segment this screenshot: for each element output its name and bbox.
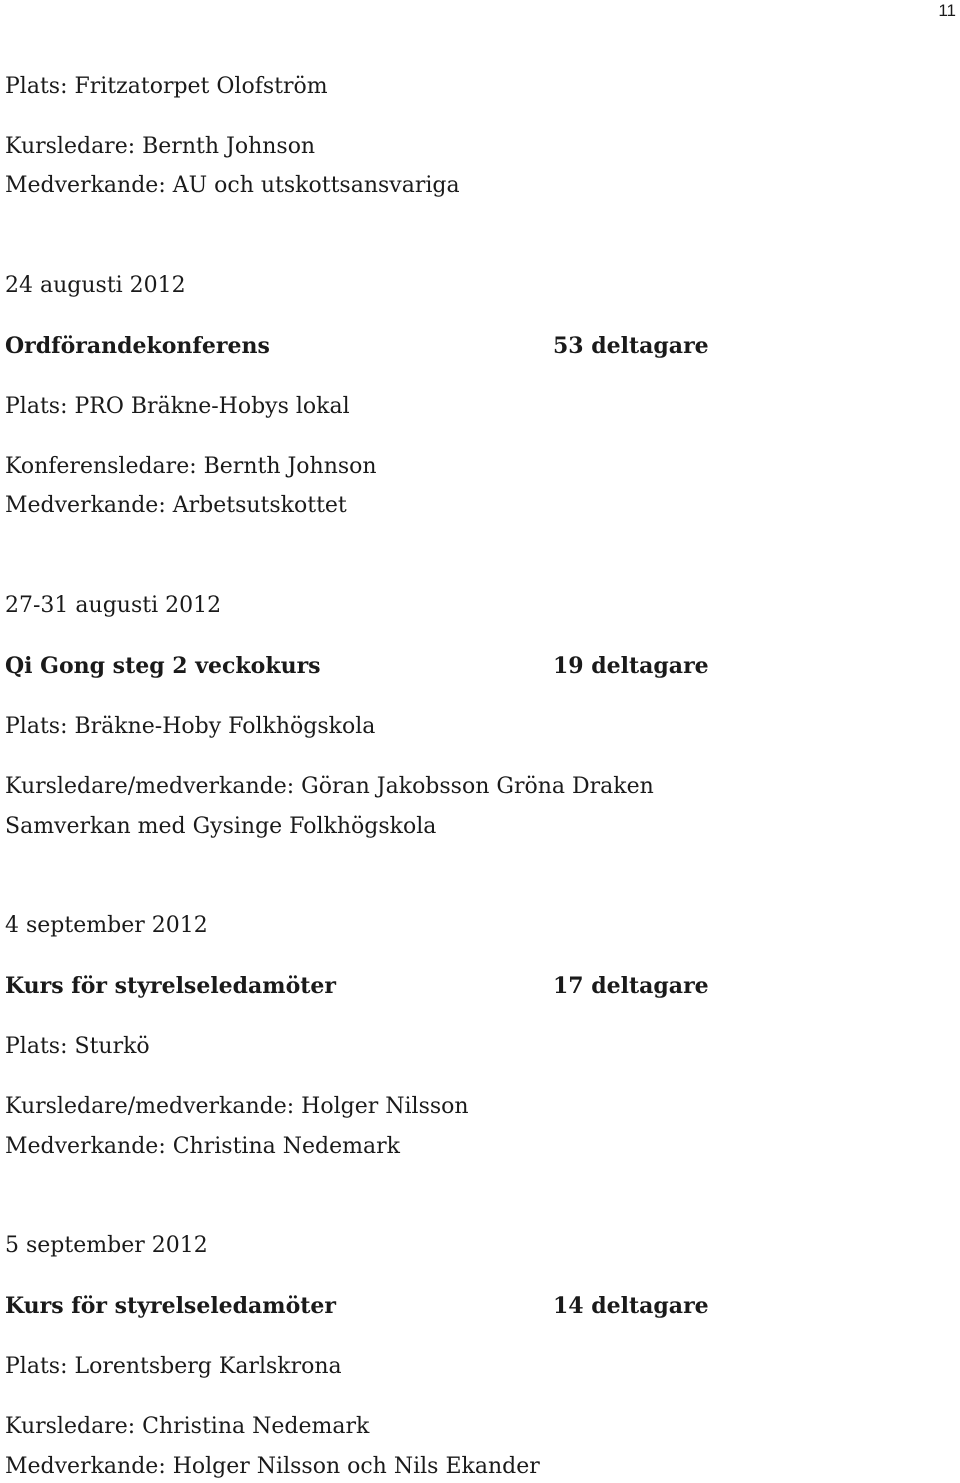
intro-participants: Medverkande: AU och utskottsansvariga (5, 173, 460, 198)
intro-leader: Kursledare: Bernth Johnson (5, 134, 316, 159)
event-participant-count: 17 deltagare (553, 973, 709, 999)
event-date: 4 september 2012 (5, 913, 208, 938)
event-extra: Samverkan med Gysinge Folkhögskola (5, 814, 437, 839)
event-title: Qi Gong steg 2 veckokurs (5, 653, 321, 679)
event-date: 5 september 2012 (5, 1233, 208, 1258)
event-participant-count: 19 deltagare (553, 653, 709, 679)
event-place: Plats: Bräkne-Hoby Folkhögskola (5, 714, 376, 739)
event-title: Kurs för styrelseledamöter (5, 1293, 337, 1319)
event-date: 24 augusti 2012 (5, 273, 186, 298)
event-extra: Medverkande: Christina Nedemark (5, 1134, 400, 1159)
event-title: Kurs för styrelseledamöter (5, 973, 337, 999)
event-participant-count: 53 deltagare (553, 333, 709, 359)
event-leader: Konferensledare: Bernth Johnson (5, 454, 377, 479)
event-leader: Kursledare: Christina Nedemark (5, 1414, 370, 1439)
event-participant-count: 14 deltagare (553, 1293, 709, 1319)
event-place: Plats: PRO Bräkne-Hobys lokal (5, 394, 350, 419)
event-place: Plats: Lorentsberg Karlskrona (5, 1354, 342, 1379)
page-number: 11 (938, 1, 956, 20)
event-place: Plats: Sturkö (5, 1034, 150, 1059)
event-date: 27-31 augusti 2012 (5, 593, 222, 618)
intro-place: Plats: Fritzatorpet Olofström (5, 74, 328, 99)
event-leader: Kursledare/medverkande: Göran Jakobsson Gröna Draken (5, 774, 654, 799)
event-title: Ordförandekonferens (5, 333, 270, 359)
event-leader: Kursledare/medverkande: Holger Nilsson (5, 1094, 469, 1119)
event-extra: Medverkande: Holger Nilsson och Nils Ekander (5, 1454, 540, 1479)
event-extra: Medverkande: Arbetsutskottet (5, 493, 347, 518)
